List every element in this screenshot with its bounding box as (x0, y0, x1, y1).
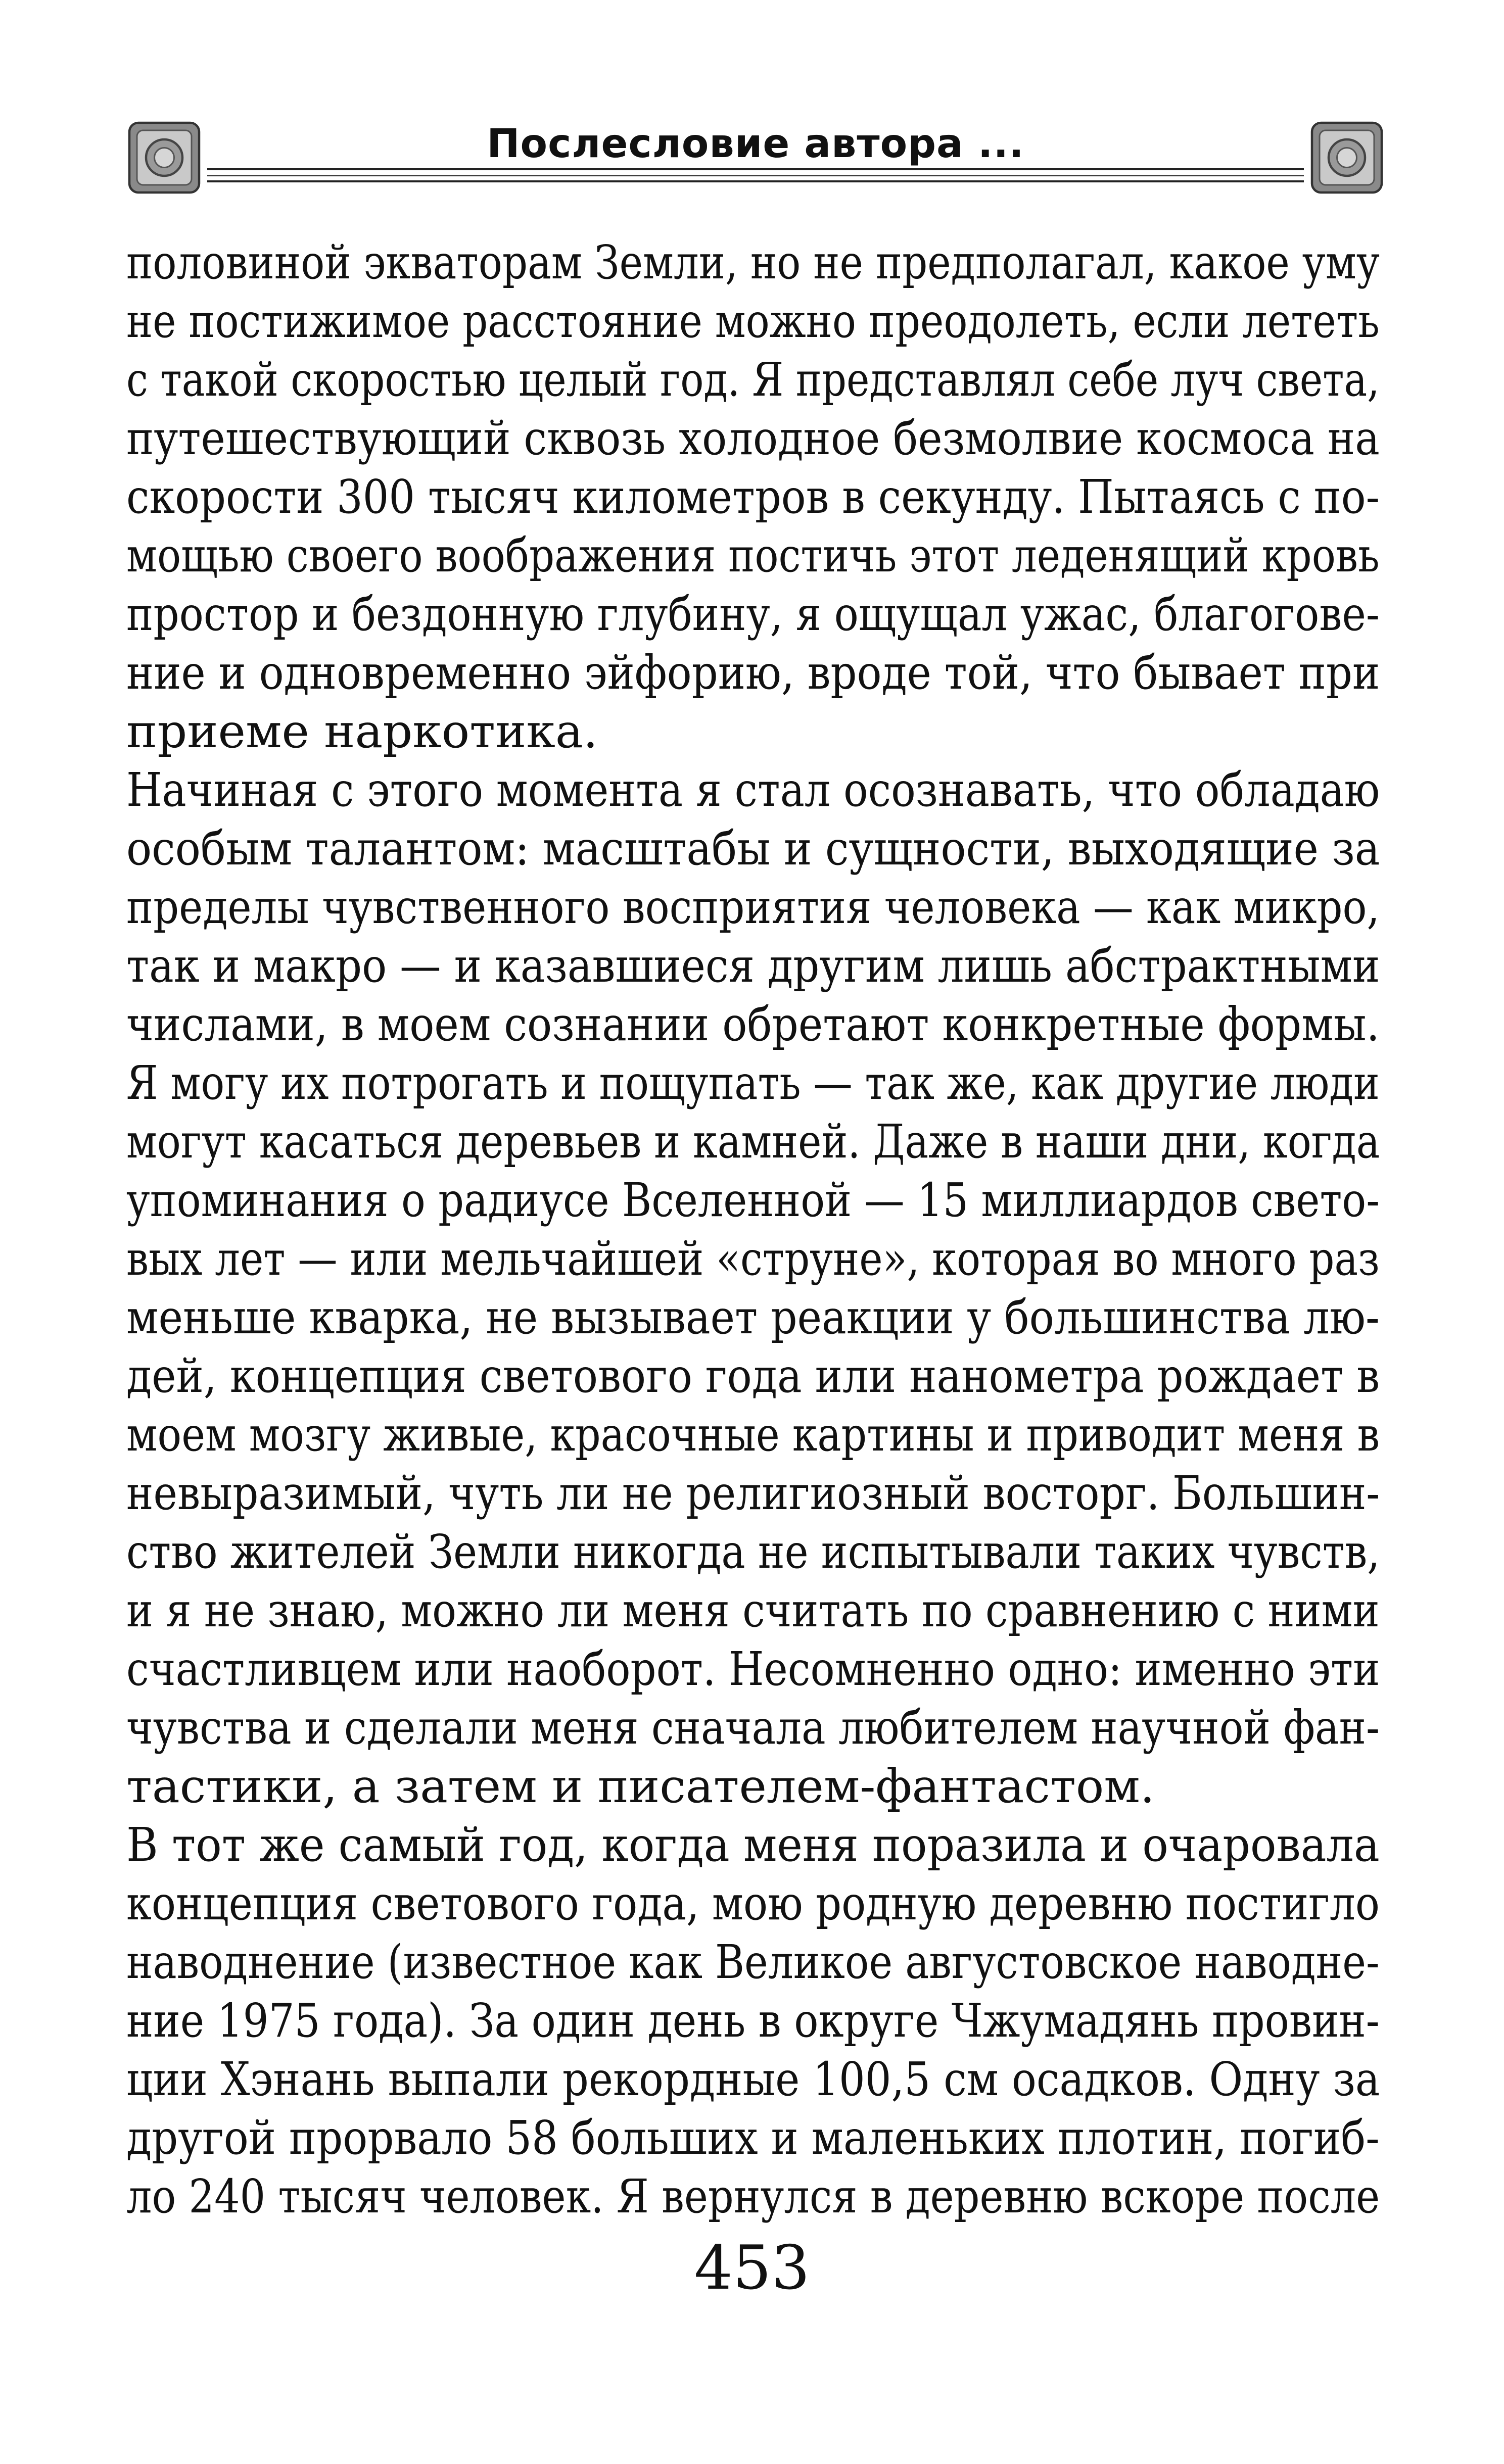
text-line: тастики, а затем и писателем-фантастом. (126, 1759, 1155, 1813)
text-line: моем мозгу живые, красочные картины и приводит меня в (126, 1408, 1380, 1462)
text-line: пределы чувственного восприятия человека — как микро, (126, 880, 1380, 934)
text-line: ло 240 тысяч человек. Я вернулся в деревню вскоре после (126, 2169, 1380, 2224)
text-line: так и макро — и казавшиеся другим лишь абстрактными (126, 939, 1380, 993)
text-line: чувства и сделали меня сначала любителем научной фан- (126, 1701, 1380, 1755)
header-title: Послесловие автора ... (487, 121, 1024, 167)
text-line: другой прорвало 58 больших и маленьких плотин, погиб- (126, 2111, 1380, 2165)
text-line: скорости 300 тысяч километров в секунду. Пытаясь с по- (126, 470, 1380, 524)
body-text (126, 233, 1380, 2226)
text-line: простор и бездонную глубину, я ощущал ужас, благогове- (126, 587, 1380, 641)
text-line: не постижимое расстояние можно преодолеть, если лететь (126, 294, 1380, 348)
text-line: невыразимый, чуть ли не религиозный восторг. Большин- (126, 1466, 1380, 1520)
header-rule (207, 175, 1304, 176)
header-rule (207, 180, 1304, 182)
header-rule (207, 168, 1304, 170)
text-line: особым талантом: масштабы и сущности, выходящие за (126, 822, 1380, 876)
text-line: концепция светового года, мою родную деревню постигло (126, 1876, 1380, 1930)
ornament-icon (1309, 120, 1385, 196)
text-line: упоминания о радиусе Вселенной — 15 миллиардов свето- (126, 1173, 1380, 1227)
text-line: наводнение (известное как Великое августовское наводне- (126, 1935, 1380, 1989)
text-line: В тот же самый год, когда меня поразила и очаровала (126, 1818, 1380, 1872)
text-line: ние 1975 года). За один день в округе Чжумадянь провин- (126, 1994, 1380, 2048)
text-line: меньше кварка, не вызывает реакции у большинства лю- (126, 1290, 1380, 1344)
text-line: ство жителей Земли никогда не испытывали таких чувств, (126, 1525, 1380, 1579)
text-line: ции Хэнань выпали рекордные 100,5 см осадков. Одну за (126, 2052, 1380, 2106)
text-line: и я не знаю, можно ли меня считать по сравнению с ними (126, 1583, 1380, 1637)
text-line: дей, концепция светового года или нанометра рождает в (126, 1349, 1380, 1403)
text-line: могут касаться деревьев и камней. Даже в наши дни, когда (126, 1115, 1380, 1169)
page-number: 453 (694, 2233, 810, 2303)
text-line: ние и одновременно эйфорию, вроде той, что бывает при (126, 646, 1380, 700)
running-header (126, 114, 1385, 205)
text-line: приеме наркотика. (126, 704, 598, 758)
text-line: вых лет — или мельчайшей «струне», которая во много раз (126, 1232, 1380, 1286)
text-line: мощью своего воображения постичь этот леденящий кровь (126, 528, 1380, 583)
text-line: путешествующий сквозь холодное безмолвие космоса на (126, 411, 1380, 465)
text-line: Начиная с этого момента я стал осознавать, что обладаю (126, 763, 1380, 817)
text-line: числами, в моем сознании обретают конкретные формы. (126, 997, 1380, 1051)
text-line: половиной экваторам Земли, но не предполагал, какое уму (126, 235, 1380, 289)
text-line: Я могу их потрогать и пощупать — так же, как другие люди (126, 1056, 1380, 1110)
text-line: с такой скоростью целый год. Я представлял себе луч света, (126, 353, 1380, 407)
text-line: счастливцем или наоборот. Несомненно одно: именно эти (126, 1642, 1380, 1696)
